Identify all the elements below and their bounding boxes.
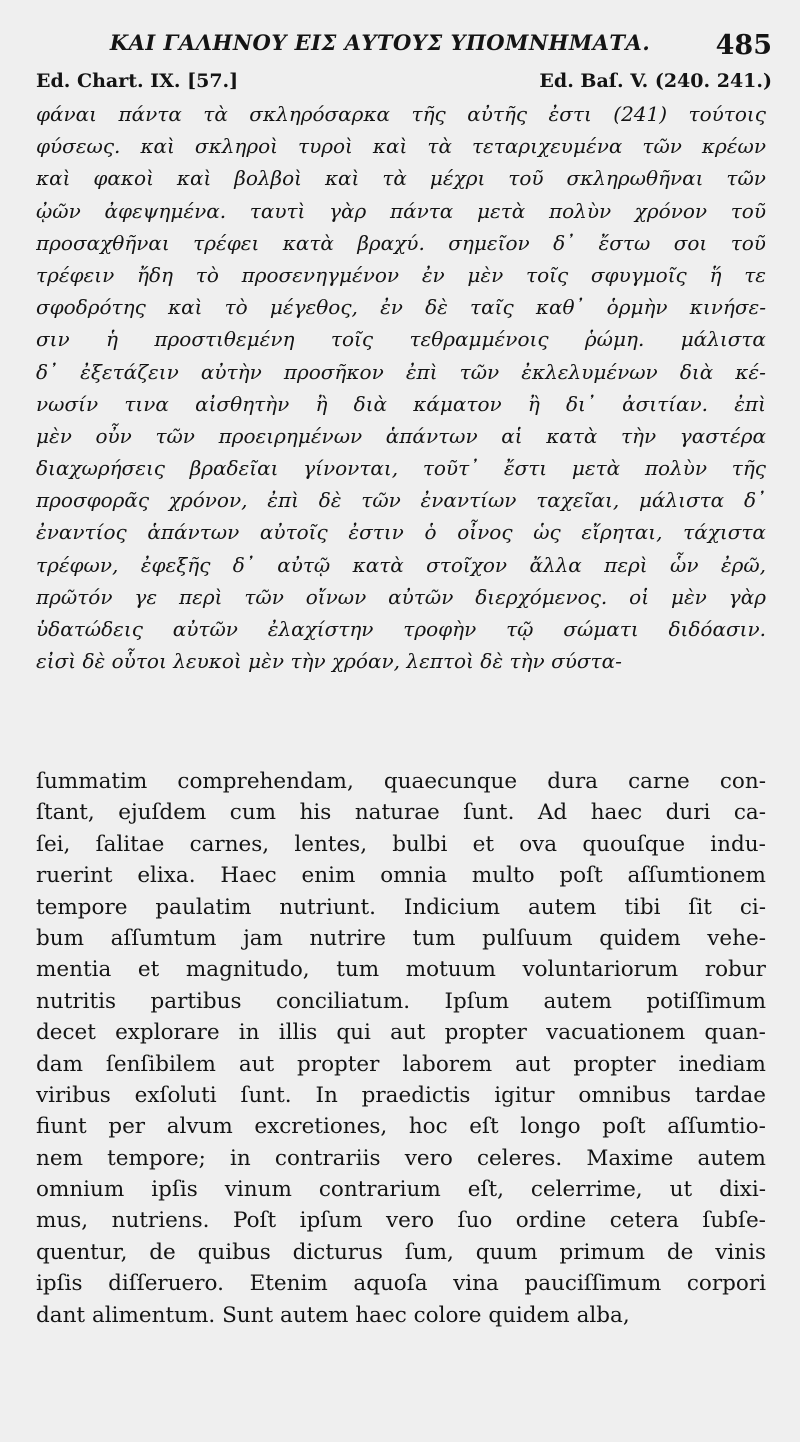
greek-text-line: φύσεως. καὶ σκληροὶ τυροὶ καὶ τὰ τεταριχευμένα τῶν κρέων: [36, 134, 766, 159]
latin-text-line: quentur, de quibus dicturus ſum, quum primum de vinis: [36, 1239, 766, 1265]
latin-text-line: nem tempore; in contrariis vero celeres. Maxime autem: [36, 1145, 766, 1171]
greek-text-line: μὲν οὖν τῶν προειρημένων ἁπάντων αἱ κατὰ τὴν γαστέρα: [36, 423, 766, 448]
greek-text-block: [36, 98, 766, 677]
latin-text-line: ſei, ſalitae carnes, lentes, bulbi et ova quouſque indu-: [36, 831, 766, 857]
greek-text-line: σφοδρότης καὶ τὸ μέγεθος, ἐν δὲ ταῖς καθ᾽ ὁρμὴν κινήσε-: [36, 295, 766, 320]
latin-text-line: mentia et magnitudo, tum motuum voluntariorum robur: [36, 957, 766, 983]
greek-text-line: ὑδατώδεις αὐτῶν ἐλαχίστην τροφὴν τῷ σώματι διδόασιν.: [36, 617, 766, 641]
greek-text-line: νωσίν τινα αἰσθητὴν ἢ διὰ κάματον ἢ δι᾽ ἀσιτίαν. ἐπὶ: [36, 391, 766, 416]
greek-text-line: δ᾽ ἐξετάζειν αὐτὴν προσῆκον ἐπὶ τῶν ἐκλελυμένων διὰ κέ-: [36, 359, 766, 384]
page-number: 485: [715, 30, 772, 61]
greek-text-line: προσφορᾶς χρόνον, ἐπὶ δὲ τῶν ἐναντίων ταχεῖαι, μάλιστα δ᾽: [36, 488, 766, 513]
greek-text-line: καὶ φακοὶ καὶ βολβοὶ καὶ τὰ μέχρι τοῦ σκληρωθῆναι τῶν: [36, 166, 766, 191]
latin-text-block: [36, 766, 766, 1331]
latin-text-line: mus, nutriens. Poſt ipſum vero ſuo ordine cetera ſubſe-: [36, 1208, 766, 1234]
greek-text-line: σιν ἡ προστιθεμένη τοῖς τεθραμμένοις ῥώμη. μάλιστα: [36, 327, 766, 352]
latin-text-line: viribus exſoluti ſunt. In praedictis igitur omnibus tardae: [36, 1082, 766, 1108]
greek-text-line: τρέφων, ἐφεξῆς δ᾽ αὐτῷ κατὰ στοῖχον ἄλλα περὶ ὧν ἐρῶ,: [36, 552, 766, 577]
latin-text-line: dant alimentum. Sunt autem haec colore quidem alba,: [36, 1302, 630, 1328]
greek-text-line: ἐναντίος ἁπάντων αὐτοῖς ἐστιν ὁ οἶνος ὡς εἴρηται, τάχιστα: [36, 520, 766, 545]
greek-text-line: πρῶτόν γε περὶ τῶν οἴνων αὐτῶν διερχόμενος. οἱ μὲν γὰρ: [36, 584, 766, 609]
latin-text-line: fiunt per alvum excretiones, hoc eſt longo poſt aſſumtio-: [36, 1114, 766, 1140]
latin-text-line: dam ſenſibilem aut propter laborem aut propter inediam: [36, 1051, 766, 1077]
greek-text-line: διαχωρήσεις βραδεῖαι γίνονται, τοῦτ᾽ ἔστι μετὰ πολὺν τῆς: [36, 456, 766, 481]
latin-text-line: omnium ipſis vinum contrarium eſt, celerrime, ut dixi-: [36, 1177, 766, 1203]
greek-text-line: εἰσὶ δὲ οὗτοι λευκοὶ μὲν τὴν χρόαν, λεπτοὶ δὲ τὴν σύστα-: [36, 649, 622, 674]
latin-text-line: nutritis partibus conciliatum. Ipſum autem potiſſimum: [36, 988, 766, 1014]
latin-text-line: ruerint elixa. Haec enim omnia multo poſt aſſumtionem: [36, 863, 766, 889]
latin-text-line: ſummatim comprehendam, quaecunque dura carne con-: [36, 769, 766, 794]
latin-text-line: ipſis diſſeruero. Etenim aquoſa vina pauciſſimum corpori: [36, 1271, 766, 1297]
greek-text-line: ᾠῶν ἀφεψημένα. ταυτὶ γὰρ πάντα μετὰ πολὺν χρόνον τοῦ: [36, 198, 766, 223]
edition-basel-reference: Ed. Baſ. V. (240. 241.): [539, 70, 772, 92]
greek-text-line: τρέφειν ἤδη τὸ προσενηγμένον ἐν μὲν τοῖς σφυγμοῖς ἥ τε: [36, 262, 766, 287]
latin-text-line: ſtant, ejuſdem cum his naturae ſunt. Ad haec duri ca-: [36, 800, 766, 826]
edition-chartier-reference: Ed. Chart. IX. [57.]: [36, 70, 239, 92]
greek-text-line: φάναι πάντα τὰ σκληρόσαρκα τῆς αὐτῆς ἐστι (241) τούτοις: [36, 102, 766, 126]
latin-text-line: decet explorare in illis qui aut propter vacuationem quan-: [36, 1020, 766, 1046]
greek-text-line: προσαχθῆναι τρέφει κατὰ βραχύ. σημεῖον δ᾽ ἔστω σοι τοῦ: [36, 230, 766, 255]
latin-text-line: tempore paulatim nutriunt. Indicium autem tibi ſit ci-: [36, 894, 766, 920]
latin-text-line: bum aſſumtum jam nutrire tum pulſuum quidem vehe-: [36, 925, 766, 951]
running-head: ΚΑΙ ΓΑΛΗΝΟΥ ΕΙΣ ΑΥΤΟΥΣ ΥΠΟΜΝΗΜΑΤΑ.: [109, 30, 651, 55]
